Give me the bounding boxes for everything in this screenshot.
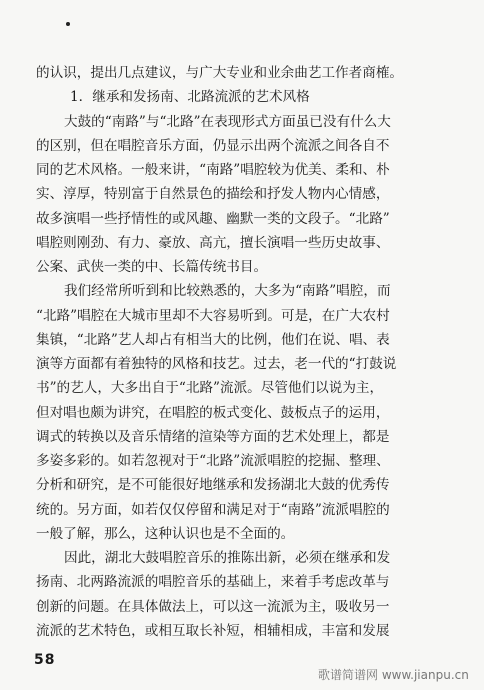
text-line: 我们经常所听到和比较熟悉的，大多为“南路”唱腔，而 [64,283,391,299]
site-watermark: 歌谱简谱网 www.jianpu.cn [318,668,469,682]
text-line: 书”的艺人，大多出自于“北路”流派。尽管他们以说为主， [36,380,384,396]
text-line: 创新的问题。在具体做法上，可以这一流派为主，吸收另一 [36,599,390,615]
text-line: “北路”唱腔在大城市里却不大容易听到。可是，在广大农村 [36,308,390,324]
text-line: 分析和研究，是不可能很好地继承和发扬湖北大鼓的优秀传 [36,477,390,493]
text-line: 唱腔则刚劲、有力、豪放、高亢，擅长演唱一些历史故事、 [36,235,390,251]
text-line: 演等方面都有着独特的风格和技艺。过去，老一代的“打鼓说 [36,356,397,372]
section-heading: 1．继承和发扬南、北路流派的艺术风格 [70,89,310,105]
text-line: 多姿多彩的。如若忽视对于“北路”流派唱腔的挖掘、整理、 [36,453,390,469]
text-line: 的区别，但在唱腔音乐方面，仍显示出两个流派之间各自不 [36,138,390,154]
text-line: 集镇，“北路”艺人却占有相当大的比例，他们在说、唱、表 [36,332,390,348]
text-line: 同的艺术风格。一般来讲，“南路”唱腔较为优美、柔和、朴 [36,162,390,178]
text-line: 统的。另方面，如若仅仅停留和满足对于“南路”流派唱腔的 [36,502,390,518]
page-number: 58 [34,652,56,668]
margin-dot [66,22,70,26]
text-line: 故多演唱一些抒情性的或风趣、幽默一类的文段子。“北路” [36,211,390,227]
text-line: 公案、武侠一类的中、长篇传统书目。 [36,259,268,275]
text-line: 大鼓的“南路”与“北路”在表现形式方面虽已没有什么大 [64,114,391,130]
text-line: 扬南、北两路流派的唱腔音乐的基础上，来着手考虑改革与 [36,574,390,590]
text-line: 因此，湖北大鼓唱腔音乐的推陈出新，必须在继承和发 [64,550,391,566]
text-line: 实、淳厚，特别富于自然景色的描绘和抒发人物内心情感， [36,186,390,202]
text-line: 但对唱也颇为讲究，在唱腔的板式变化、鼓板点子的运用， [36,405,390,421]
text-line: 流派的艺术特色，或相互取长补短，相辅相成，丰富和发展 [36,623,390,639]
text-line: 调式的转换以及音乐情绪的渲染等方面的艺术处理上，都是 [36,429,390,445]
text-line: 一般了解，那么，这种认识也是不全面的。 [36,526,295,542]
text-line: 的认识，提出几点建议，与广大专业和业余曲艺工作者商榷。 [36,65,404,81]
